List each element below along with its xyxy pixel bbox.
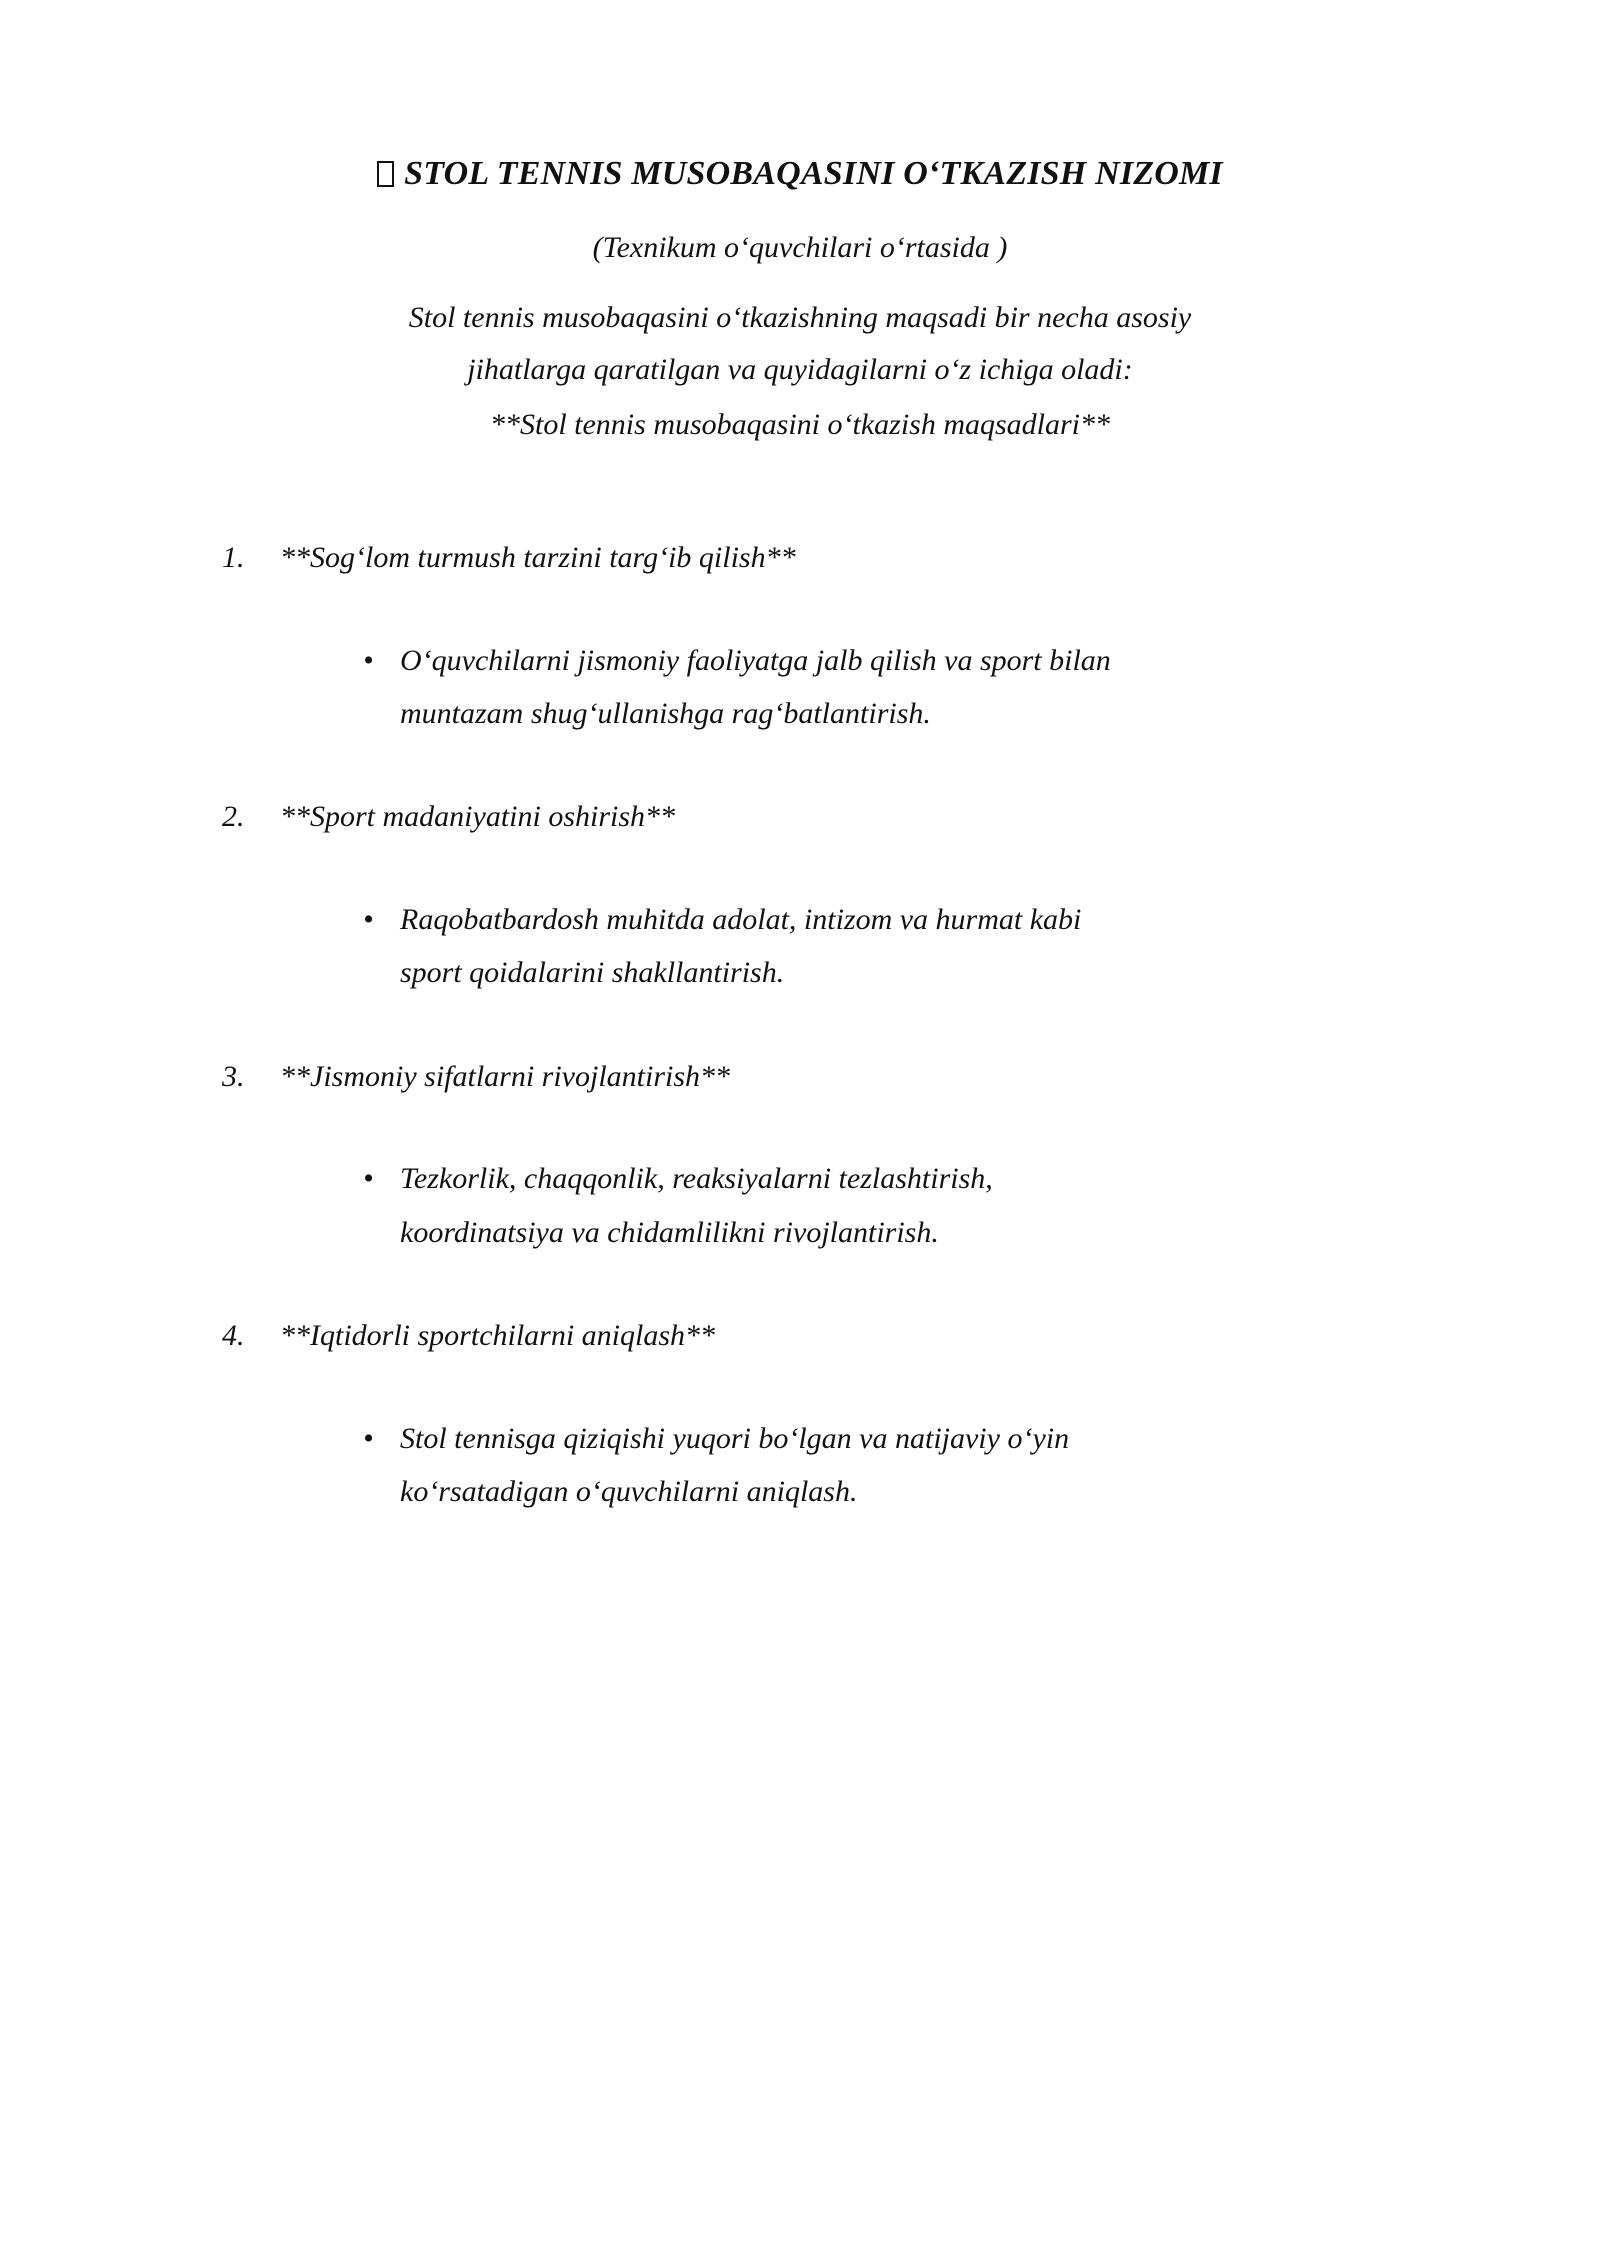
list-number-marker: 2. (222, 800, 245, 834)
intro-paragraph (150, 292, 1450, 395)
sub-bullet-list (150, 1412, 1450, 1519)
document-body (150, 148, 1450, 1518)
list-item (150, 794, 1450, 999)
bullet-line-2: muntazam shug‘ullanishga rag‘batlantirish. (400, 697, 931, 731)
list-number-marker: 3. (222, 1059, 245, 1093)
numbered-heading-text: **Sog‘lom turmush tarzini targ‘ib qilish** (280, 541, 796, 575)
bullet-line-2: koordinatsiya va chidamlilikni rivojlantirish. (400, 1215, 939, 1249)
document-title-text: STOL TENNIS MUSOBAQASINI O‘TKAZISH NIZOMI (404, 155, 1223, 192)
missing-glyph-box-icon (377, 161, 394, 187)
bullet-line-1: Tezkorlik, chaqqonlik, reaksiyalarni tezlashtirish, (400, 1162, 993, 1196)
sub-bullet-list (150, 893, 1450, 1000)
goals-numbered-list (150, 535, 1450, 1518)
sub-bullet-list (150, 1152, 1450, 1259)
list-item (150, 1313, 1450, 1518)
bullet-line-1: O‘quvchilarni jismoniy faoliyatga jalb qilish va sport bilan (400, 643, 1111, 677)
list-item (150, 1412, 1450, 1519)
bullet-dot-icon: • (363, 643, 374, 677)
bullet-line-1: Raqobatbardosh muhitda adolat, intizom va hurmat kabi (400, 902, 1082, 936)
list-item (150, 535, 1450, 740)
numbered-heading (150, 794, 1450, 841)
bullet-text (400, 634, 1260, 741)
intro-line-2: jihatlarga qaratilgan va quyidagilarni o‘z ichiga oladi: (467, 352, 1133, 386)
bullet-dot-icon: • (363, 1421, 374, 1455)
list-item (150, 1152, 1450, 1259)
list-item (150, 893, 1450, 1000)
document-subtitle: (Texnikum o‘quvchilari o‘rtasida ) (592, 231, 1008, 264)
numbered-heading-text: **Sport madaniyatini oshirish** (280, 800, 676, 834)
list-item (150, 1054, 1450, 1259)
bullet-text (400, 893, 1260, 1000)
numbered-heading (150, 1054, 1450, 1101)
document-title (150, 148, 1450, 199)
numbered-heading (150, 1313, 1450, 1360)
intro-line-1: Stol tennis musobaqasini o‘tkazishning maqsadi bir necha asosiy (408, 301, 1192, 334)
list-number-marker: 4. (222, 1319, 245, 1353)
bullet-text (400, 1412, 1260, 1519)
list-number-marker: 1. (222, 541, 245, 575)
bullet-line-2: sport qoidalarini shakllantirish. (400, 956, 785, 990)
sub-bullet-list (150, 634, 1450, 741)
numbered-heading-text: **Jismoniy sifatlarni rivojlantirish** (280, 1059, 731, 1093)
bullet-dot-icon: • (363, 1162, 374, 1196)
bullet-dot-icon: • (363, 902, 374, 936)
bullet-line-1: Stol tennisga qiziqishi yuqori bo‘lgan va natijaviy o‘yin (400, 1421, 1070, 1455)
section-label: **Stol tennis musobaqasini o‘tkazish maqsadlari** (489, 408, 1111, 442)
bullet-line-2: ko‘rsatadigan o‘quvchilarni aniqlash. (400, 1474, 858, 1508)
list-item (150, 634, 1450, 741)
numbered-heading (150, 535, 1450, 582)
numbered-heading-text: **Iqtidorli sportchilarni aniqlash** (280, 1319, 716, 1353)
bullet-text (400, 1152, 1260, 1259)
